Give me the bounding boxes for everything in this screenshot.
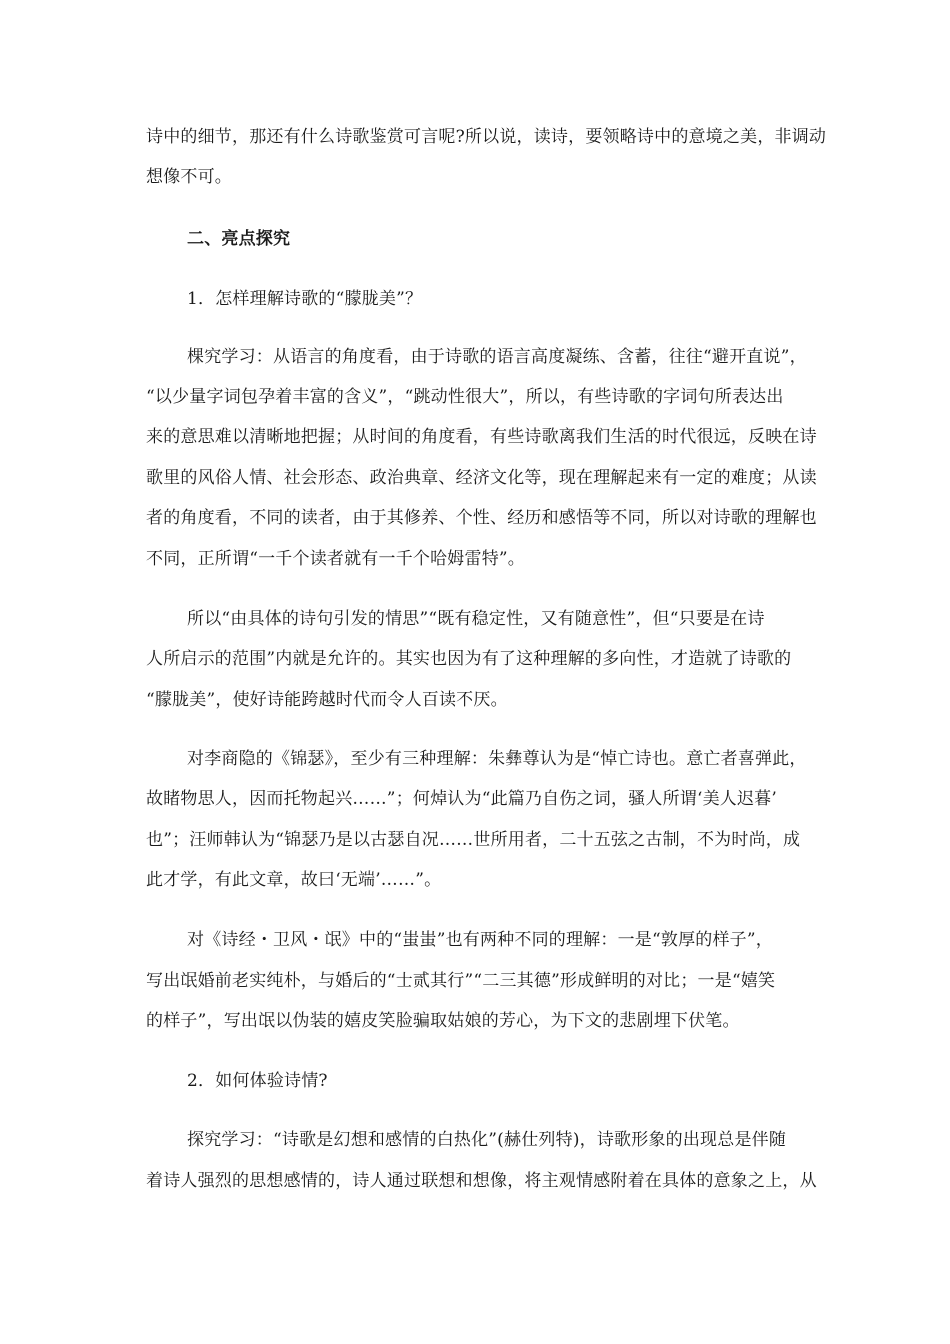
text-line: 棵究学习：从语言的角度看，由于诗歌的语言高度凝练、含蓄，往往“避开直说”， bbox=[187, 347, 807, 367]
text-line: 写出氓婚前老实纯朴，与婚后的“士贰其行”“二三其德”形成鲜明的对比；一是“嬉笑 bbox=[146, 971, 776, 991]
question-heading: 1．怎样理解诗歌的“朦胧美”？ bbox=[187, 289, 423, 309]
section-heading: 二、亮点探究 bbox=[187, 229, 291, 249]
text-line: 着诗人强烈的思想感情的，诗人通过联想和想像，将主观情感附着在具体的意象之上，从 bbox=[146, 1171, 817, 1191]
text-line: 人所启示的范围”内就是允许的。其实也因为有了这种理解的多向性，才造就了诗歌的 bbox=[146, 649, 792, 669]
text-line: 想像不可。 bbox=[146, 167, 232, 187]
text-line: 对《诗经・卫风・氓》中的“蚩蚩”也有两种不同的理解：一是“敦厚的样子”， bbox=[187, 930, 773, 950]
text-line: 不同，正所谓“一千个读者就有一千个哈姆雷特”。 bbox=[146, 549, 525, 569]
text-line: 故睹物思人，因而托物起兴……”；何焯认为“此篇乃自伤之词，骚人所谓‘美人迟暮’ bbox=[146, 789, 777, 809]
text-line: 也”；汪师韩认为“锦瑟乃是以古瑟自况……世所用者，二十五弦之古制，不为时尚，成 bbox=[146, 830, 801, 850]
text-line: “朦胧美”，使好诗能跨越时代而令人百读不厌。 bbox=[146, 690, 508, 710]
text-line: 来的意思难以清晰地把握；从时间的角度看，有些诗歌离我们生活的时代很远，反映在诗 bbox=[146, 427, 817, 447]
text-line: 此才学，有此文章，故曰‘无端’……”。 bbox=[146, 870, 442, 890]
text-line: “以少量字词包孕着丰富的含义”，“跳动性很大”，所以，有些诗歌的字词句所表达出 bbox=[146, 387, 784, 407]
question-heading: 2．如何体验诗情? bbox=[187, 1071, 328, 1091]
text-line: 的样子”，写出氓以伪装的嬉皮笑脸骗取姑娘的芳心，为下文的悲剧埋下伏笔。 bbox=[146, 1011, 740, 1031]
text-line: 歌里的风俗人情、社会形态、政治典章、经济文化等，现在理解起来有一定的难度；从读 bbox=[146, 468, 817, 488]
text-line: 对李商隐的《锦瑟》，至少有三种理解：朱彝尊认为是“悼亡诗也。意亡者喜弹此， bbox=[187, 749, 807, 769]
text-line: 探究学习：“诗歌是幻想和感情的白热化”(赫仕列特)，诗歌形象的出现总是伴随 bbox=[187, 1130, 787, 1150]
text-line: 者的角度看，不同的读者，由于其修养、个性、经历和感悟等不同，所以对诗歌的理解也 bbox=[146, 508, 817, 528]
text-line: 所以“由具体的诗句引发的情思”“既有稳定性，又有随意性”，但“只要是在诗 bbox=[187, 609, 765, 629]
text-line: 诗中的细节，那还有什么诗歌鉴赏可言呢?所以说，读诗，要领略诗中的意境之美，非调动 bbox=[146, 127, 827, 147]
